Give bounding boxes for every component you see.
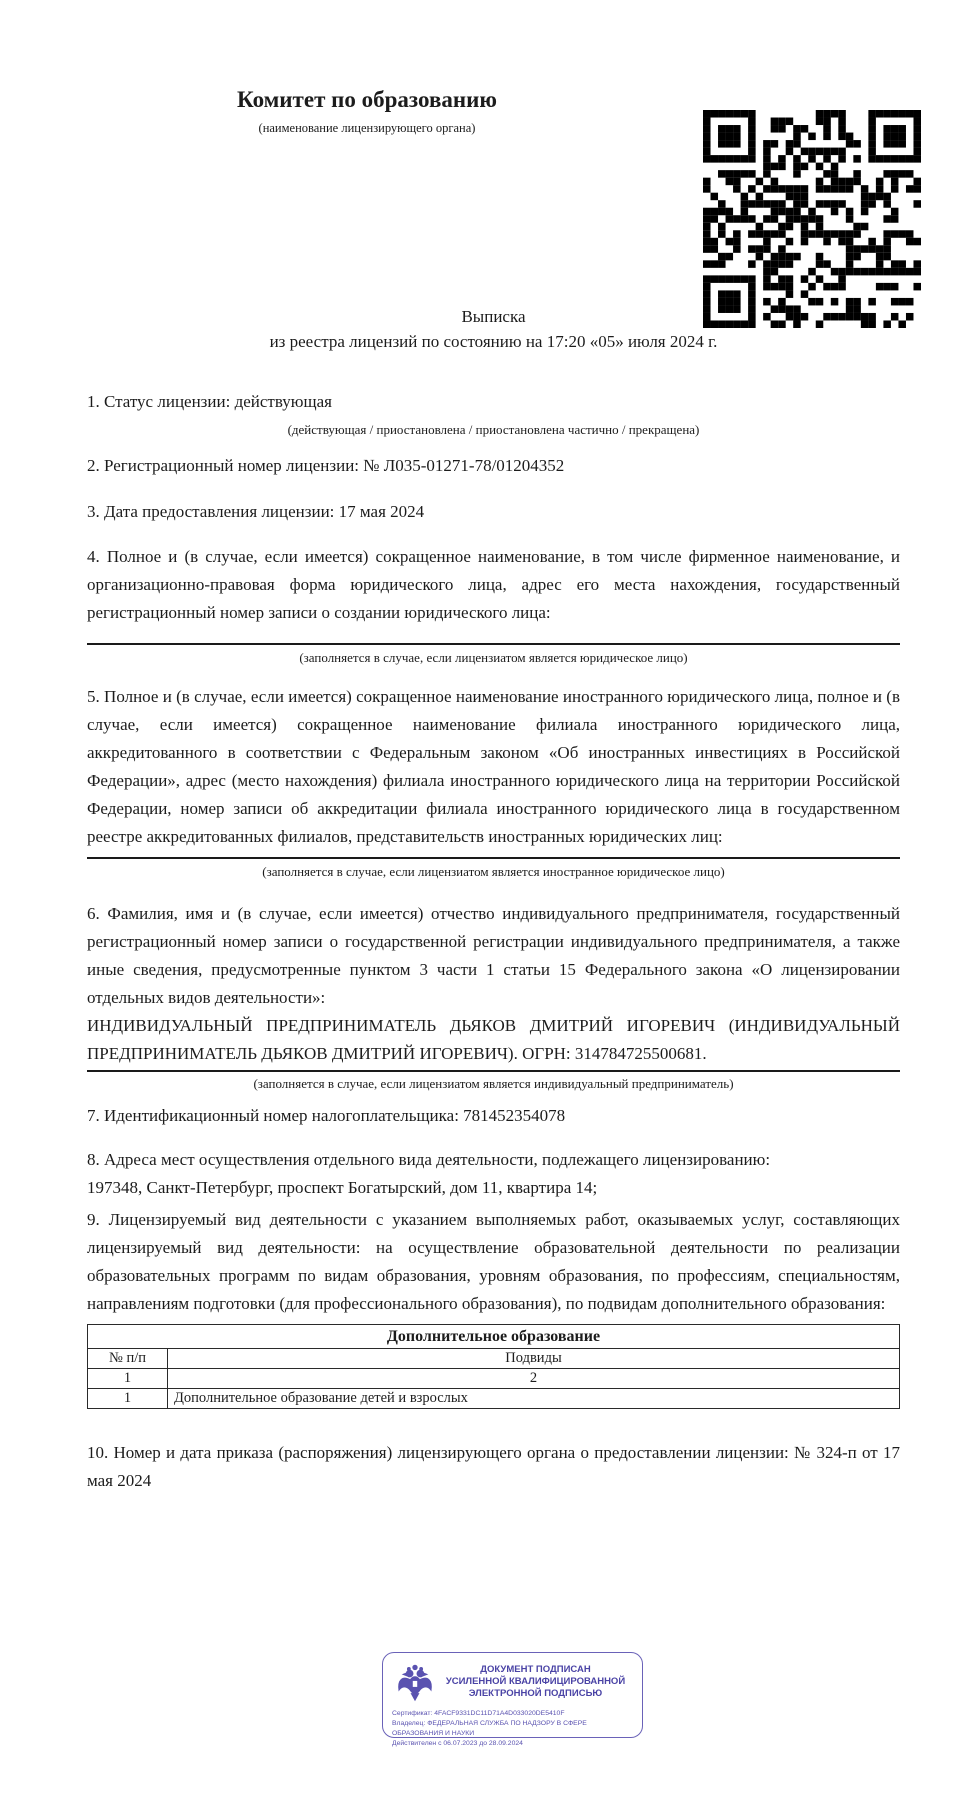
item-6-entrepreneur-info: 6. Фамилия, имя и (в случае, если имеется) отчество индивидуального предпринимателя, государственный регистрационный номер записи о государственной регистрации индивидуального предпринимателя, а также иные сведения, предусмотренные пунктом 3 части 1 статьи 15 Федерального закона «О лицензировании отдельных видов деятельности»: xyxy=(87,904,900,1007)
electronic-signature-stamp xyxy=(382,1652,643,1747)
column-header-number: № п/п xyxy=(88,1349,168,1369)
item-8-activity-addresses-label: 8. Адреса мест осуществления отдельного вида деятельности, подлежащего лицензированию: xyxy=(87,1150,771,1169)
stamp-certificate: Сертификат: 4FACF9331DC11D71A4D033020DE5410F xyxy=(392,1710,565,1717)
item-6-entrepreneur-value: ИНДИВИДУАЛЬНЫЙ ПРЕДПРИНИМАТЕЛЬ ДЬЯКОВ ДМИТРИЙ ИГОРЕВИЧ (ИНДИВИДУАЛЬНЫЙ ПРЕДПРИНИМАТЕЛЬ ДЬЯКОВ ДМИТРИЙ ИГОРЕВИЧ). ОГРН: 314784725500681. xyxy=(87,1016,900,1063)
authority-name: Комитет по образованию xyxy=(237,87,497,112)
index-cell: 1 xyxy=(88,1369,168,1389)
stamp-owner: Владелец: ФЕДЕРАЛЬНАЯ СЛУЖБА ПО НАДЗОРУ В СФЕРЕ ОБРАЗОВАНИЯ И НАУКИ xyxy=(392,1720,587,1737)
item-4-legal-entity-name: 4. Полное и (в случае, если имеется) сокращенное наименование, в том числе фирменное наименование, и организационно-правовая форма юридического лица, адрес его места нахождения, государственный регистрационный номер записи о создании юридического лица: xyxy=(87,547,900,622)
item-8-activity-address-value: 197348, Санкт-Петербург, проспект Богатырский, дом 11, квартира 14; xyxy=(87,1178,598,1197)
row-subtype-cell: Дополнительное образование детей и взрослых xyxy=(168,1389,900,1409)
table-index-row xyxy=(88,1369,900,1389)
stamp-title-line-1: ДОКУМЕНТ ПОДПИСАН xyxy=(480,1664,591,1675)
item-10-order-number-date: 10. Номер и дата приказа (распоряжения) лицензирующего органа о предоставлении лицензии: № 324-п от 17 мая 2024 xyxy=(87,1443,900,1490)
item-9-licensed-activity: 9. Лицензируемый вид деятельности с указанием выполняемых работ, оказываемых услуг, составляющих лицензируемый вид деятельности: на осуществление образовательной деятельности по реализации образовательных программ по видам образования, уровням образования, по профессиям, специальностям, направлениям подготовки (для профессионального образования), по подвидам дополнительного образования: xyxy=(87,1210,900,1313)
item-1-caption: (действующая / приостановлена / приостановлена частично / прекращена) xyxy=(287,422,700,437)
additional-education-table xyxy=(87,1324,900,1409)
authority-caption: (наименование лицензирующего органа) xyxy=(258,121,476,135)
stamp-validity: Действителен с 06.07.2023 до 28.09.2024 xyxy=(392,1740,523,1747)
table-header-row xyxy=(88,1349,900,1369)
coat-of-arms-icon xyxy=(392,1658,438,1706)
fill-in-rule xyxy=(87,643,900,645)
table-row xyxy=(88,1389,900,1409)
licensing-authority-header xyxy=(87,86,647,136)
item-7-taxpayer-number: 7. Идентификационный номер налогоплательщика: 781452354078 xyxy=(87,1106,566,1125)
table-title-row xyxy=(88,1325,900,1349)
column-header-subtypes: Подвиды xyxy=(168,1349,900,1369)
stamp-title-line-3: ЭЛЕКТРОННОЙ ПОДПИСЬЮ xyxy=(468,1688,603,1699)
fill-in-rule xyxy=(87,1070,900,1072)
qr-code-image xyxy=(703,110,921,328)
license-extract-document xyxy=(0,86,974,1794)
item-3-grant-date: 3. Дата предоставления лицензии: 17 мая 2024 xyxy=(87,502,425,521)
item-2-registration-number: 2. Регистрационный номер лицензии: № Л035-01271-78/01204352 xyxy=(87,456,565,475)
stamp-title-line-2: УСИЛЕННОЙ КВАЛИФИЦИРОВАННОЙ xyxy=(445,1676,626,1687)
table-title: Дополнительное образование xyxy=(88,1325,900,1349)
row-number-cell: 1 xyxy=(88,1389,168,1409)
item-6-caption: (заполняется в случае, если лицензиатом является индивидуальный предприниматель) xyxy=(253,1076,734,1091)
item-1-license-status: 1. Статус лицензии: действующая xyxy=(87,392,332,411)
extract-subtitle: из реестра лицензий по состоянию на 17:20 «05» июля 2024 г. xyxy=(269,332,718,351)
item-5-foreign-entity-name: 5. Полное и (в случае, если имеется) сокращенное наименование иностранного юридического лица, полное и (в случае, если имеется) сокращенное наименование филиала иностранного юридического лица, аккредитованного в соответствии с Федеральным законом «Об иностранных инвестициях в Российской Федерации», адрес (место нахождения) филиала иностранного юридического лица на территории Российской Федерации, номер записи об аккредитации филиала иностранного юридического лица в государственном реестре аккредитованных филиалов, представительств иностранных юридических лиц: xyxy=(87,687,900,846)
item-4-caption: (заполняется в случае, если лицензиатом является юридическое лицо) xyxy=(299,650,688,665)
fill-in-rule xyxy=(87,857,900,859)
index-cell: 2 xyxy=(168,1369,900,1389)
extract-title: Выписка xyxy=(461,307,526,326)
item-5-caption: (заполняется в случае, если лицензиатом является иностранное юридическое лицо) xyxy=(262,864,725,879)
